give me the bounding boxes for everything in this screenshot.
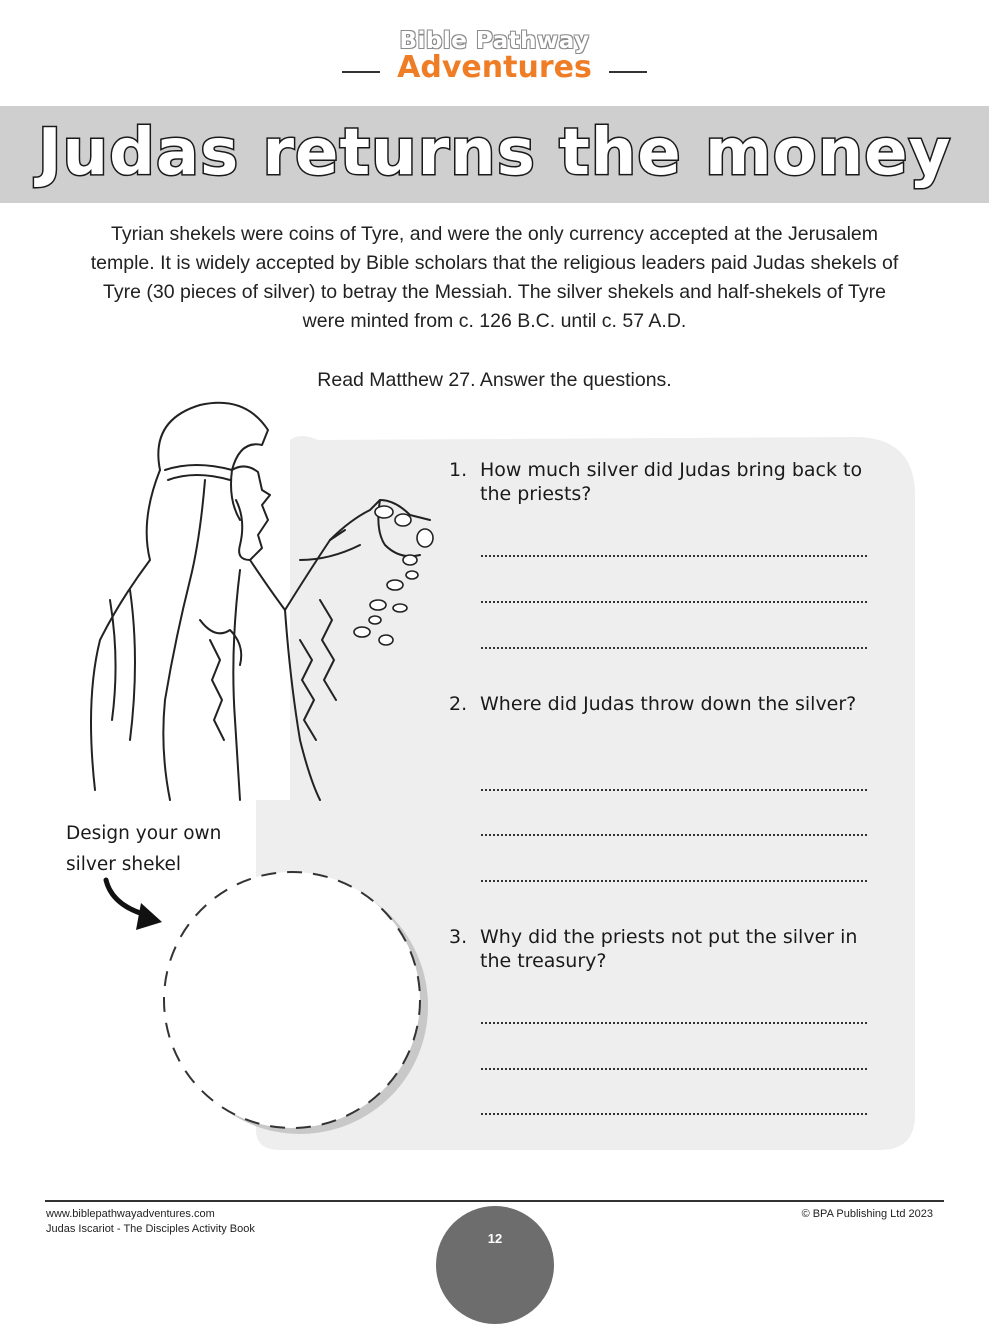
question-2-number: 2. bbox=[449, 693, 468, 715]
answer-line[interactable] bbox=[481, 1068, 867, 1070]
footer-copyright: © BPA Publishing Ltd 2023 bbox=[801, 1208, 933, 1220]
answer-line[interactable] bbox=[481, 555, 867, 557]
intro-paragraph: Tyrian shekels were coins of Tyre, and were the only currency accepted at the Jerusalem temple. It is widely accepted by Bible scholars that the religious leaders paid Judas shekels of Tyre (30 pieces of silver) to betray the Messiah. The silver shekels and half-shekels of Tyre were minted from c. 126 B.C. until c. 57 A.D. bbox=[90, 223, 899, 332]
footer-left bbox=[46, 1207, 255, 1237]
answer-line[interactable] bbox=[481, 1113, 867, 1115]
question-1-number: 1. bbox=[449, 459, 468, 481]
question-1-text: How much silver did Judas bring back to the priests? bbox=[480, 459, 863, 505]
page-number-tab bbox=[436, 1206, 554, 1324]
question-3-text: Why did the priests not put the silver in the treasury? bbox=[480, 926, 858, 972]
footer-website[interactable]: www.biblepathwayadventures.com bbox=[46, 1208, 215, 1220]
logo-bottom-text: Adventures bbox=[397, 50, 592, 85]
instruction-text: Read Matthew 27. Answer the questions. bbox=[317, 369, 672, 391]
page-title: Judas returns the money bbox=[37, 116, 952, 190]
question-2-text: Where did Judas throw down the silver? bbox=[480, 693, 857, 715]
design-coin-label: Design your own silver shekel bbox=[66, 823, 222, 875]
answer-line[interactable] bbox=[481, 601, 867, 603]
footer-book-title: Judas Iscariot - The Disciples Activity Book bbox=[46, 1223, 255, 1235]
answer-line[interactable] bbox=[481, 1022, 867, 1024]
question-3-number: 3. bbox=[449, 926, 468, 948]
answer-line[interactable] bbox=[481, 880, 867, 882]
footer-divider bbox=[45, 1200, 944, 1202]
logo-top-text: Bible Pathway bbox=[399, 28, 590, 54]
page-number: 12 bbox=[487, 1231, 503, 1246]
answer-line[interactable] bbox=[481, 789, 867, 791]
coin-drawing-area bbox=[164, 872, 420, 1128]
answer-line[interactable] bbox=[481, 647, 867, 649]
answer-line[interactable] bbox=[481, 834, 867, 836]
